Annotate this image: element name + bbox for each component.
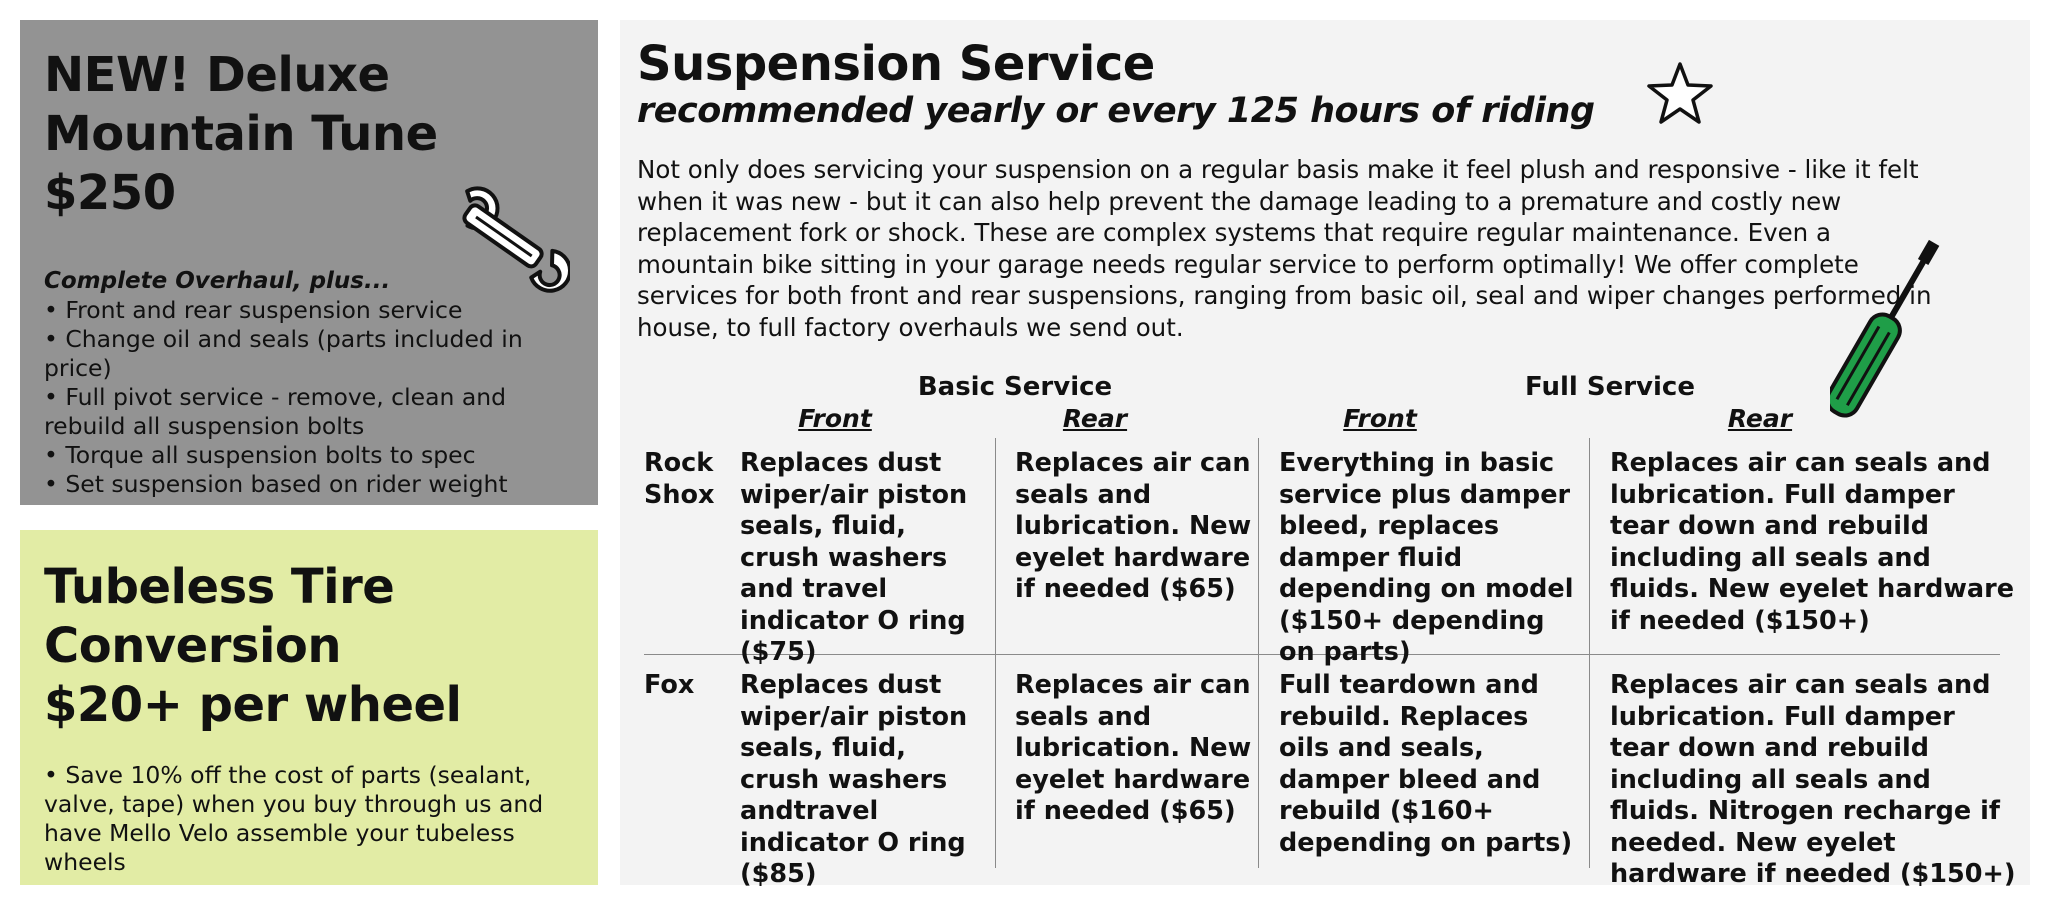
list-item: • Torque all suspension bolts to spec: [44, 441, 476, 469]
list-item: • Change oil and seals (parts included in price): [44, 325, 523, 382]
column-divider: [1589, 438, 1590, 868]
tubeless-panel: [20, 530, 598, 885]
fox-basic-rear: Replaces air can seals and lubrication. New eyelet hardware if needed ($65): [1015, 670, 1252, 826]
fox-full-rear: Replaces air can seals and lubrication. Full damper tear down and rebuild including all seals and fluids. Nitrogen recharge if needed. New eyelet hardware if needed ($150+): [1610, 670, 2016, 889]
brand-rockshox: Rock Shox: [644, 448, 715, 510]
column-divider: [995, 438, 996, 868]
deluxe-tune-intro: Complete Overhaul, plus...: [44, 268, 391, 294]
brand-fox: Fox: [644, 670, 695, 700]
wrench-icon: [430, 170, 570, 300]
suspension-title: Suspension Service: [637, 36, 1155, 92]
rockshox-basic-front: Replaces dust wiper/air piston seals, fluid, crush washers and travel indicator O ring ($75): [740, 448, 968, 667]
basic-rear-label: Rear: [1062, 404, 1128, 433]
tubeless-title: [44, 558, 574, 735]
tubeless-list: [44, 761, 574, 877]
tubeless-title-line2: Conversion: [44, 618, 342, 674]
tubeless-price: $20+ per wheel: [44, 677, 462, 733]
rockshox-full-front: Everything in basic service plus damper bleed, replaces damper fluid depending on model ($150+ depending on parts): [1279, 448, 1574, 667]
deluxe-tune-panel: [20, 20, 598, 505]
column-divider: [1258, 438, 1259, 868]
fox-full-front: Full teardown and rebuild. Replaces oils and seals, damper bleed and rebuild ($160+ depending on parts): [1279, 670, 1573, 858]
suspension-body: Not only does servicing your suspension on a regular basis make it feel plush and responsive - like it felt when it was new - but it can also help prevent the damage leading to a premature and costly new replacement fork or shock. These are complex systems that require regular maintenance. Even a mountain bike sitting in your garage needs regular service to perform optimally! We offer complete services for both front and rear suspensions, ranging from basic oil, seal and wiper changes performed in house, to full factory overhauls we send out.: [637, 155, 1932, 342]
suspension-subtitle: recommended yearly or every 125 hours of riding: [637, 91, 1595, 131]
basic-service-header: Basic Service: [917, 372, 1113, 402]
tubeless-title-line1: Tubeless Tire: [44, 559, 395, 615]
list-item: • Front and rear suspension service: [44, 296, 463, 324]
deluxe-tune-title-line2: Mountain Tune: [44, 106, 438, 162]
rockshox-basic-rear: Replaces air can seals and lubrication. New eyelet hardware if needed ($65): [1015, 448, 1252, 604]
full-rear-label: Rear: [1727, 404, 1793, 433]
deluxe-tune-list: [44, 296, 574, 499]
rockshox-full-rear: Replaces air can seals and lubrication. Full damper tear down and rebuild including all seals and fluids. New eyelet hardware if needed ($150+): [1610, 448, 2015, 636]
screwdriver-icon: [1830, 230, 1940, 430]
list-item: • Set suspension based on rider weight: [44, 470, 508, 498]
full-service-header: Full Service: [1525, 372, 1695, 402]
fox-basic-front: Replaces dust wiper/air piston seals, fluid, crush washers andtravel indicator O ring ($85): [740, 670, 968, 889]
deluxe-tune-title-line1: NEW! Deluxe: [44, 47, 390, 103]
list-item: • Save 10% off the cost of parts (sealant, valve, tape) when you buy through us and have Mello Velo assemble your tubeless wheels: [44, 761, 544, 876]
deluxe-tune-price: $250: [44, 165, 176, 221]
full-front-label: Front: [1343, 404, 1417, 433]
star-icon: [1645, 58, 1715, 128]
suspension-panel: [620, 20, 2030, 889]
basic-front-label: Front: [798, 404, 872, 433]
list-item: • Full pivot service - remove, clean and rebuild all suspension bolts: [44, 383, 507, 440]
